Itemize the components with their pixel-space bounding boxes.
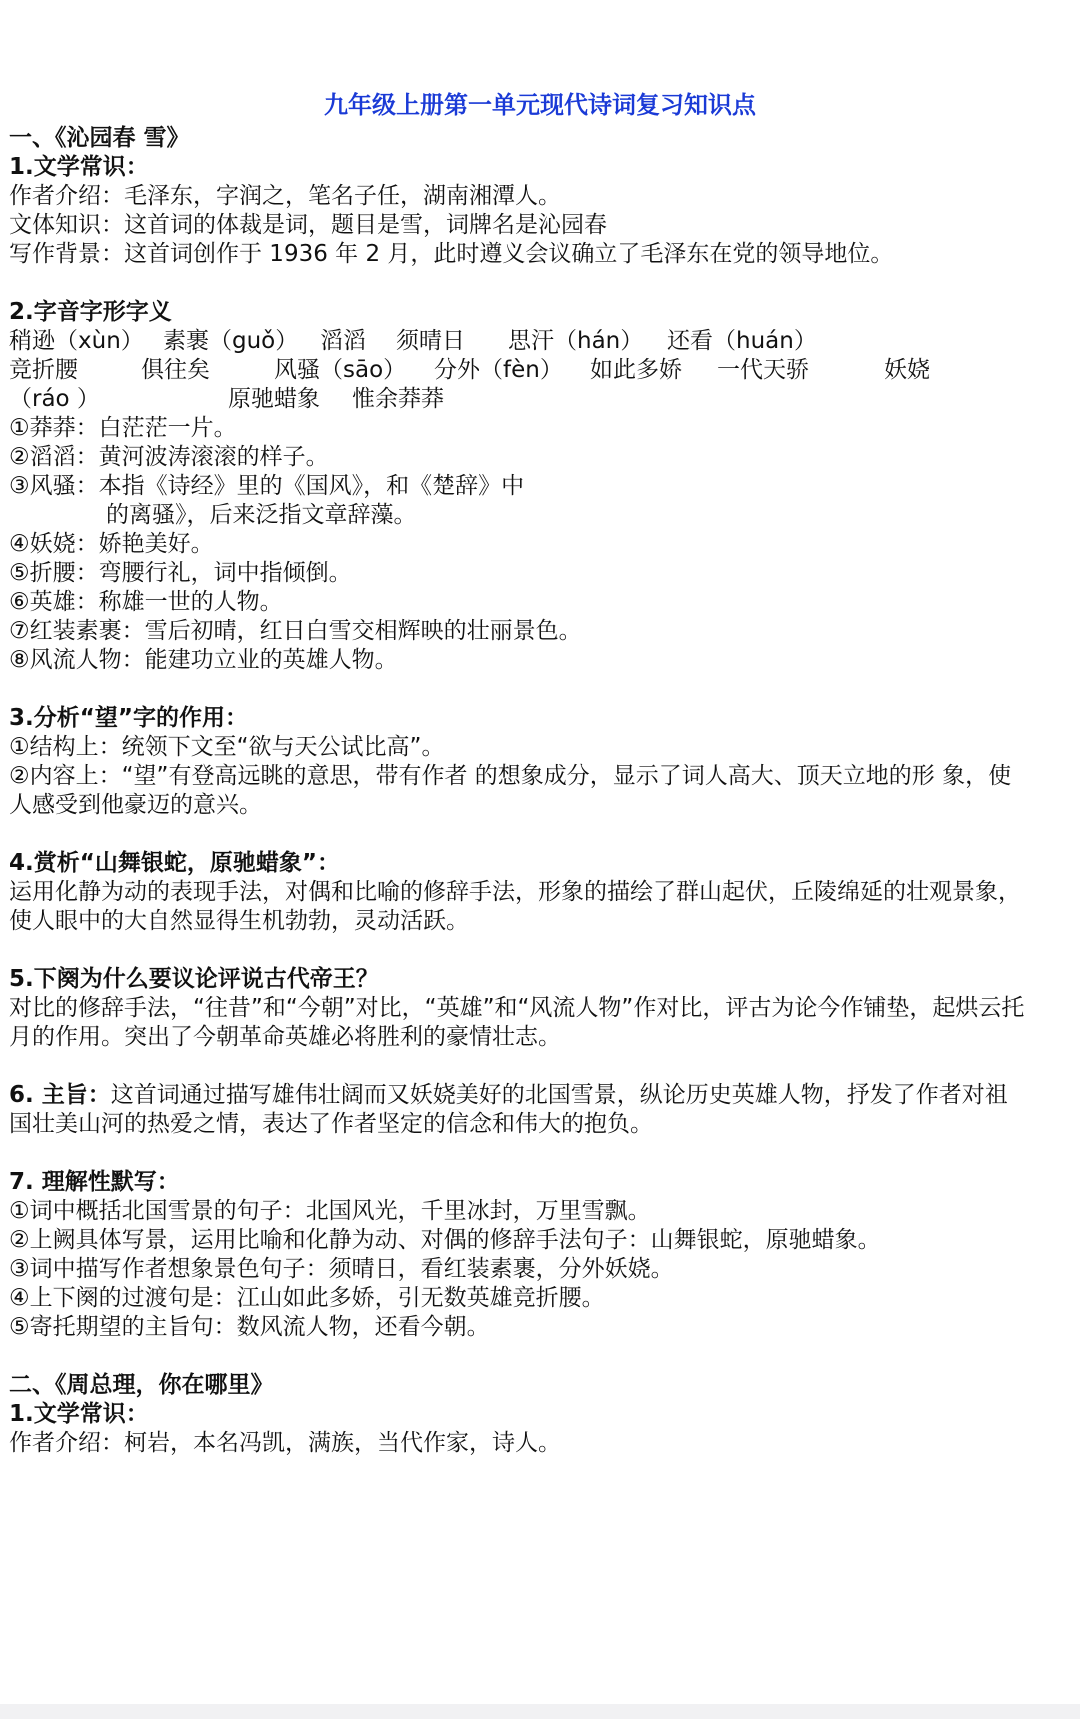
vocab-item: 还看（huán） [667,328,817,354]
appreciation-line: 运用化静为动的表现手法，对偶和比喻的修辞手法，形象的描绘了群山起伏，丘陵绵延的壮观景象， [9,879,1021,905]
vocab-item: 稍逊（xùn） [9,328,144,354]
answer-line: 对比的修辞手法，“往昔”和“今朝”对比，“英雄”和“风流人物”作对比，评古为论今作铺垫，起烘云托 [9,995,1025,1021]
vocab-item: 俱往矣 [141,357,210,383]
analysis-heading: 3.分析“望”字的作用： [9,705,248,731]
section2-heading: 二、《周总理，你在哪里》 [9,1372,274,1398]
theme-line: 国壮美山河的热爱之情，表达了作者坚定的信念和伟大的抱负。 [9,1111,653,1137]
appreciation-heading: 4.赏析“山舞银蛇，原驰蜡象”： [9,850,340,876]
definition-line: 的离骚》，后来泛指文章辞藻。 [106,502,417,528]
vocab-item: 妖娆 [884,357,930,383]
dictation-line: ⑤寄托期望的主旨句：数风流人物，还看今朝。 [9,1314,490,1340]
analysis-line: ①结构上：统领下文至“欲与天公试比高”。 [9,734,445,760]
vocab-item: 分外（fèn） [434,357,563,383]
vocab-item: 惟余莽莽 [352,386,444,412]
theme-line [9,1081,1008,1109]
definition-line: ③风骚：本指《诗经》里的《国风》，和《楚辞》中 [9,473,525,499]
section2-author-intro: 作者介绍：柯岩，本名冯凯，满族，当代作家，诗人。 [9,1430,561,1456]
definition-line: ①莽莽：白茫茫一片。 [9,415,237,441]
genre-info: 文体知识：这首词的体裁是词，题目是雪，词牌名是沁园春 [9,212,607,238]
definition-line: ④妖娆：娇艳美好。 [9,531,214,557]
section2-literary-heading: 1.文学常识： [9,1401,149,1427]
document-title: 九年级上册第一单元现代诗词复习知识点 [324,91,756,119]
vocab-item: 须晴日 [396,328,465,354]
page-bottom-band [0,1704,1080,1719]
vocab-item: 一代天骄 [717,357,809,383]
definition-line: ⑦红装素裹：雪后初晴，红日白雪交相辉映的壮丽景色。 [9,618,582,644]
answer-line: 月的作用。突出了今朝革命英雄必将胜利的豪情壮志。 [9,1024,561,1050]
analysis-line: ②内容上：“望”有登高远眺的意思，带有作者 的想象成分，显示了词人高大、顶天立地的形 象，使 [9,763,1012,789]
vocab-item: （ráo ） [9,386,100,412]
writing-background: 写作背景：这首词创作于 1936 年 2 月，此时遵义会议确立了毛泽东在党的领导地位。 [9,241,894,267]
dictation-line: ④上下阕的过渡句是：江山如此多娇，引无数英雄竞折腰。 [9,1285,605,1311]
definition-line: ⑥英雄：称雄一世的人物。 [9,589,283,615]
vocab-item: 素裹（guǒ） [163,328,299,354]
vocab-item: 思汗（hán） [508,328,644,354]
question-heading: 5.下阕为什么要议论评说古代帝王？ [9,966,379,992]
theme-label: 6. 主旨： [9,1082,111,1108]
dictation-line: ②上阙具体写景，运用比喻和化静为动、对偶的修辞手法句子：山舞银蛇，原驰蜡象。 [9,1227,881,1253]
pronunciation-heading: 2.字音字形字义 [9,299,172,325]
author-intro: 作者介绍：毛泽东，字润之，笔名子任，湖南湘潭人。 [9,183,561,209]
dictation-heading: 7. 理解性默写： [9,1169,180,1195]
analysis-line: 人感受到他豪迈的意兴。 [9,792,262,818]
dictation-line: ①词中概括北国雪景的句子：北国风光，千里冰封，万里雪飘。 [9,1198,651,1224]
vocab-item: 风骚（sāo） [274,357,407,383]
vocab-item: 原驰蜡象 [228,386,320,412]
section1-heading: 一、《沁园春 雪》 [9,125,190,151]
vocab-item: 如此多娇 [590,357,682,383]
definition-line: ⑧风流人物：能建功立业的英雄人物。 [9,647,398,673]
literary-knowledge-heading: 1.文学常识： [9,154,149,180]
definition-line: ②滔滔：黄河波涛滚滚的样子。 [9,444,329,470]
vocab-item: 竞折腰 [9,357,78,383]
dictation-line: ③词中描写作者想象景色句子：须晴日，看红装素裹，分外妖娆。 [9,1256,674,1282]
definition-line: ⑤折腰：弯腰行礼，词中指倾倒。 [9,560,352,586]
appreciation-line: 使人眼中的大自然显得生机勃勃，灵动活跃。 [9,908,469,934]
theme-text: 这首词通过描写雄伟壮阔而又妖娆美好的北国雪景，纵论历史英雄人物，抒发了作者对祖 [110,1082,1008,1108]
vocab-item: 滔滔 [320,328,366,354]
